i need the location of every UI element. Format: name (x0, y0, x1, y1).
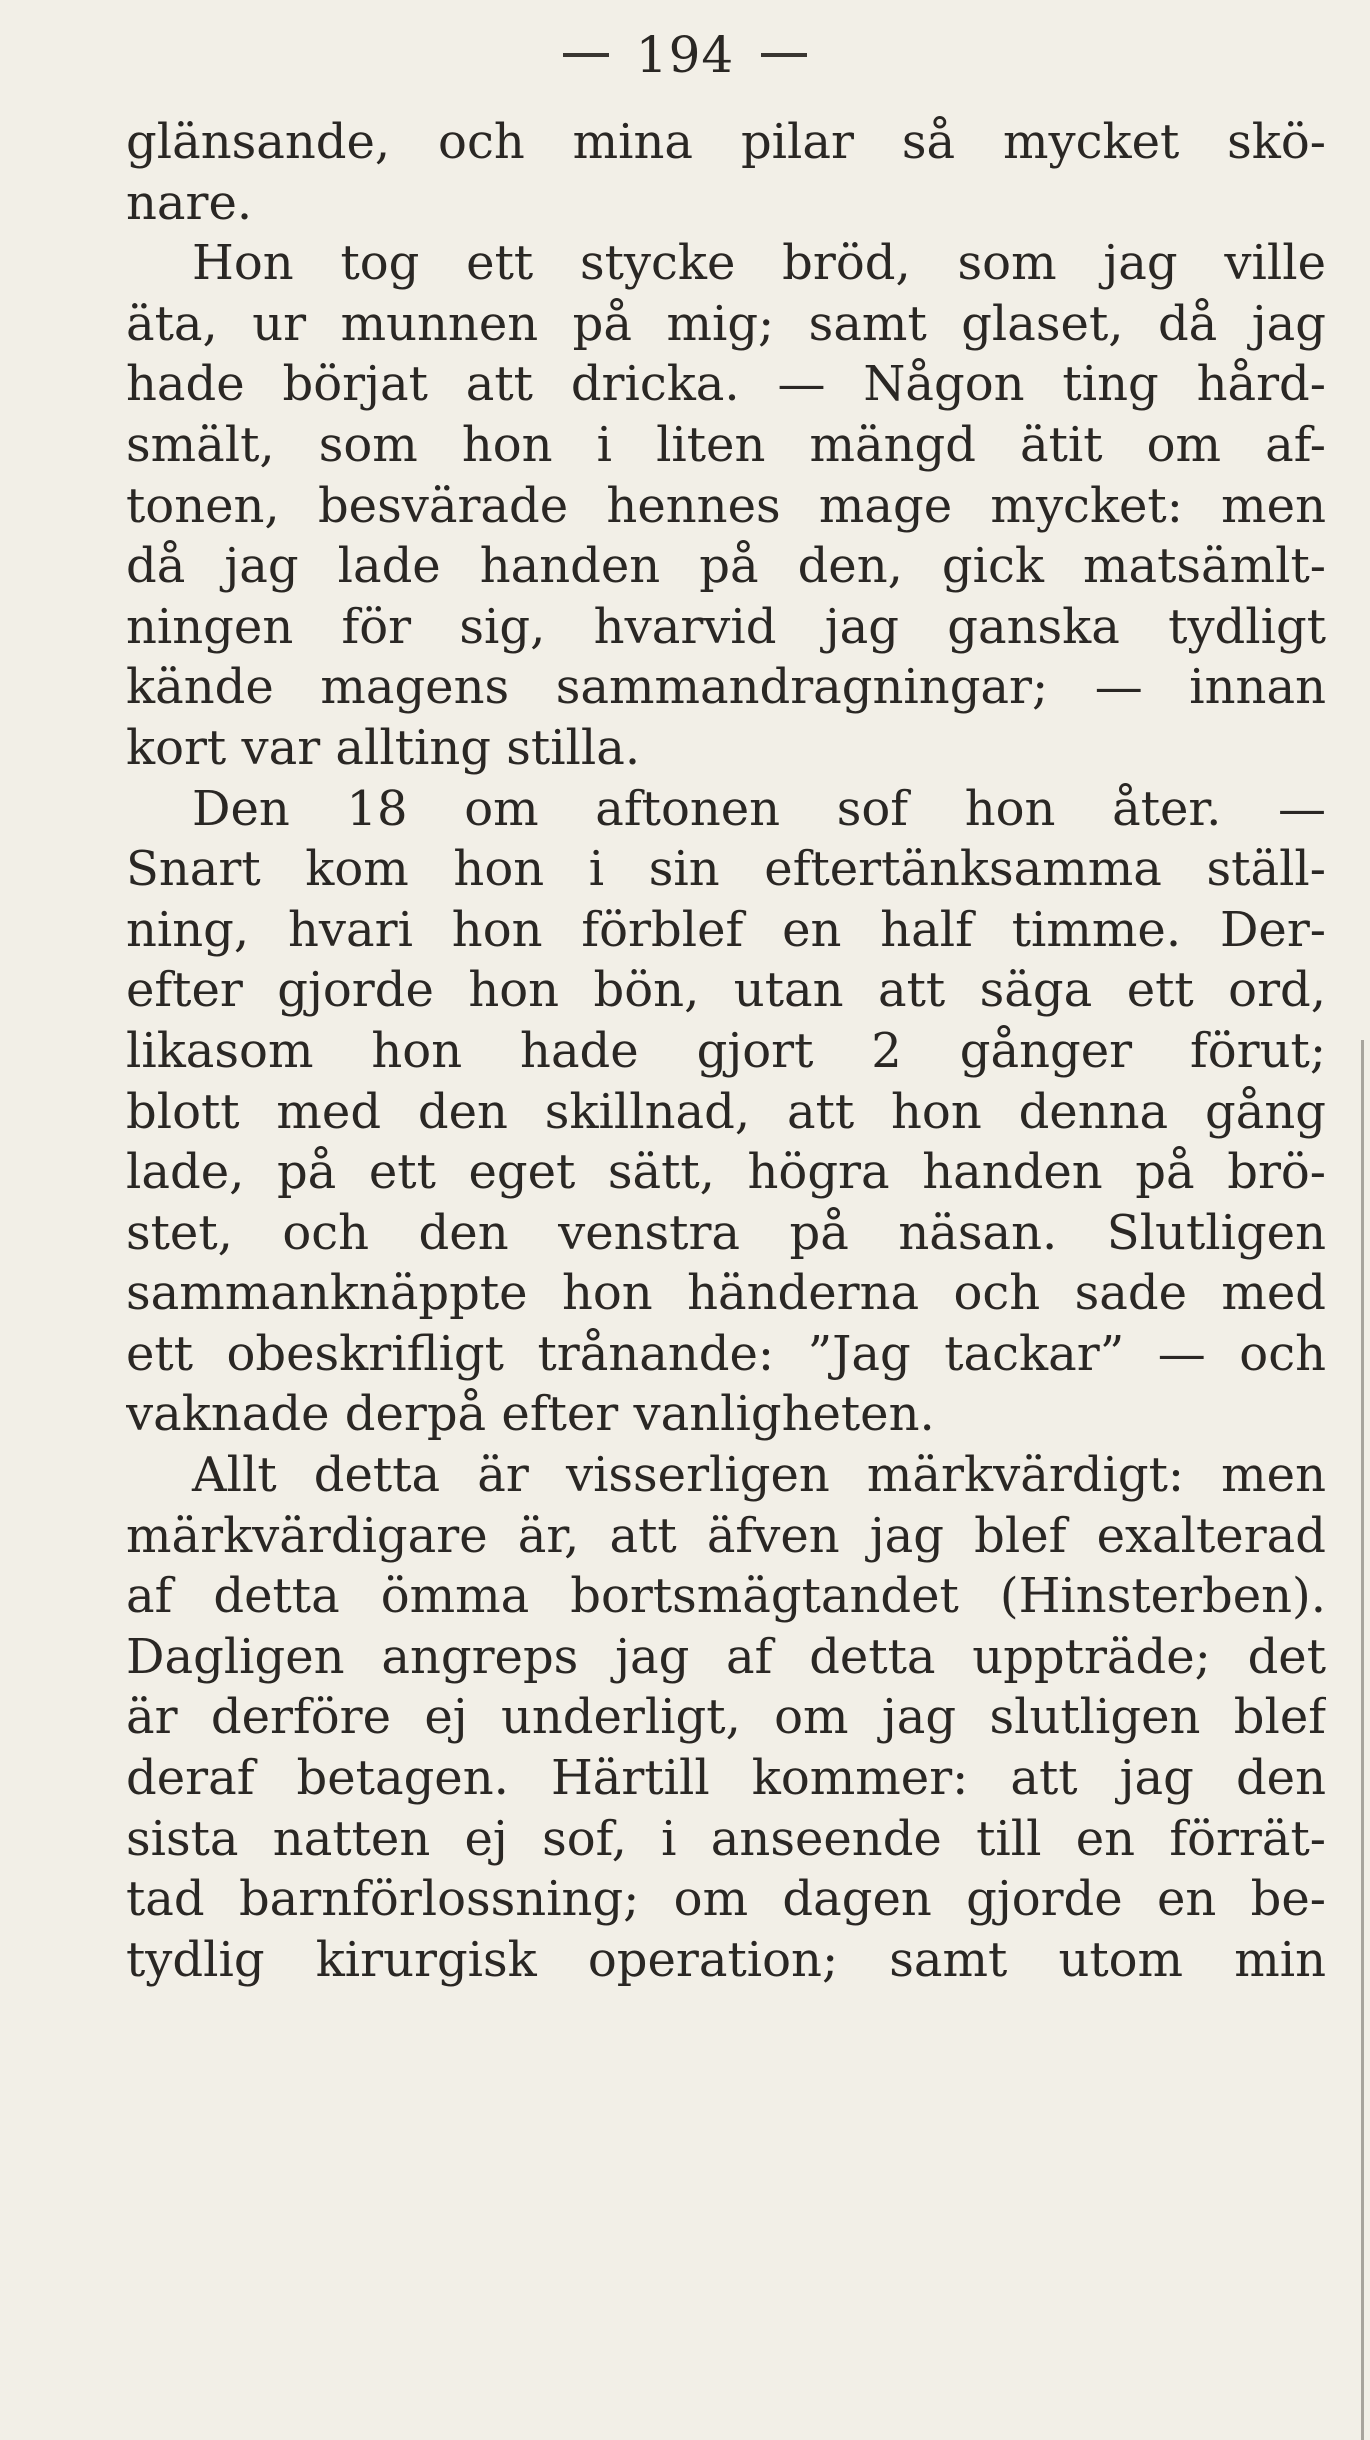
text-line: lade, på ett eget sätt, högra handen på brö- (126, 1144, 1326, 1201)
text-line: tydlig kirurgisk operation; samt utom min (126, 1931, 1326, 1988)
text-line: är derföre ej underligt, om jag slutligen blef (126, 1689, 1326, 1746)
page-edge-shadow (1361, 1040, 1364, 2440)
text-line: ett obeskrifligt trånande: ”Jag tackar” — och (126, 1325, 1326, 1382)
text-line: nare. (126, 174, 253, 231)
text-line: kände magens sammandragningar; — innan (126, 659, 1326, 716)
header-dash-right (761, 53, 807, 57)
text-line: vaknade derpå efter vanligheten. (126, 1386, 935, 1443)
text-line: äta, ur munnen på mig; samt glaset, då jag (126, 295, 1326, 352)
text-line: ning, hvari hon förblef en half timme. Der- (126, 901, 1326, 958)
body-text (126, 112, 1326, 1990)
text-line: efter gjorde hon bön, utan att säga ett ord, (126, 962, 1326, 1019)
text-line: smält, som hon i liten mängd ätit om af- (126, 416, 1326, 473)
text-line: blott med den skillnad, att hon denna gång (126, 1083, 1326, 1140)
header-dash-left (563, 53, 609, 57)
text-line: Allt detta är visserligen märkvärdigt: men (192, 1447, 1326, 1504)
text-line: Den 18 om aftonen sof hon åter. — (192, 780, 1326, 837)
text-line: Snart kom hon i sin eftertänksamma ställ- (126, 841, 1326, 898)
page-header (0, 26, 1370, 96)
text-line: hade börjat att dricka. — Någon ting hård- (126, 356, 1326, 413)
text-line: glänsande, och mina pilar så mycket skö- (126, 114, 1326, 170)
page-number: 194 (635, 26, 735, 84)
text-line: kort var allting stilla. (126, 719, 641, 776)
text-line: deraf betagen. Härtill kommer: att jag den (126, 1750, 1326, 1807)
text-line: Hon tog ett stycke bröd, som jag ville (192, 235, 1326, 292)
text-line: likasom hon hade gjort 2 gånger förut; (126, 1022, 1326, 1079)
text-line: då jag lade handen på den, gick matsämlt- (126, 538, 1326, 595)
text-line: stet, och den venstra på näsan. Slutligen (126, 1204, 1326, 1261)
text-line: ningen för sig, hvarvid jag ganska tydligt (126, 598, 1326, 655)
text-line: Dagligen angreps jag af detta uppträde; det (126, 1628, 1326, 1685)
text-line: sammanknäppte hon händerna och sade med (126, 1265, 1326, 1322)
text-line: märkvärdigare är, att äfven jag blef exalterad (126, 1507, 1326, 1564)
text-line: sista natten ej sof, i anseende till en förrät- (126, 1810, 1326, 1867)
text-line: tad barnförlossning; om dagen gjorde en be- (126, 1871, 1326, 1928)
text-line: af detta ömma bortsmägtandet (Hinsterben). (126, 1568, 1326, 1625)
text-line: tonen, besvärade hennes mage mycket: men (126, 477, 1326, 534)
